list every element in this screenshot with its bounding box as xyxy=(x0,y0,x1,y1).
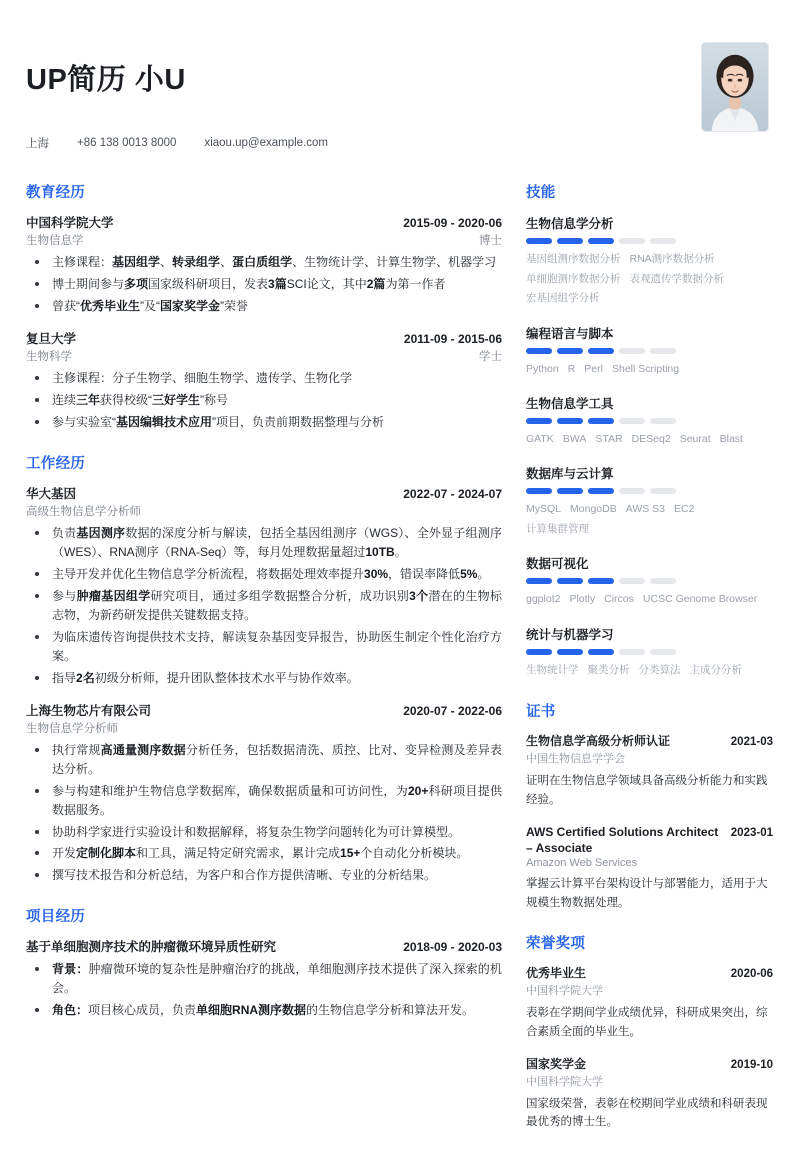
certificate-issuer: Amazon Web Services xyxy=(526,856,638,869)
skill-tag: 基因组测序数据分析 xyxy=(526,253,621,266)
education-school: 中国科学院大学 xyxy=(26,216,114,231)
skill-tag: UCSC Genome Browser xyxy=(642,593,758,606)
education-entry-sub xyxy=(26,232,502,248)
award-description: 国家级荣誉，表彰在校期间学业成绩和科研表现最优秀的博士生。 xyxy=(526,1097,768,1129)
education-entry-sub xyxy=(26,348,502,364)
certificate-head xyxy=(526,824,773,856)
certificate-date: 2023-01 xyxy=(730,826,773,839)
work-entry-head xyxy=(26,484,502,502)
skill-bar-filled xyxy=(588,578,614,584)
education-school: 复旦大学 xyxy=(26,332,77,347)
certificate-entry xyxy=(526,824,773,913)
certificate-entry xyxy=(526,733,773,809)
skill-group xyxy=(526,625,773,680)
skill-tag: 计算集群管理 xyxy=(526,522,589,535)
skill-tag: EC2 xyxy=(674,503,695,516)
list-item: 主导开发并优化生物信息学分析流程，将数据处理效率提升30%，错误率降低5%。 xyxy=(26,565,502,584)
skill-tag: RNA测序数据分析 xyxy=(629,253,715,266)
skill-bar-empty xyxy=(650,488,676,494)
contact-row xyxy=(26,135,701,151)
work-entry-head xyxy=(26,701,502,719)
skill-group xyxy=(526,394,773,449)
award-name: 优秀毕业生 xyxy=(526,966,587,981)
avatar xyxy=(701,42,769,132)
header-text-block xyxy=(26,40,701,151)
list-item: 背景：肿瘤微环境的复杂性是肿瘤治疗的挑战，单细胞测序技术提供了深入探索的机会。 xyxy=(26,960,502,998)
contact-email: xiaou.up@example.com xyxy=(204,137,328,150)
resume-header xyxy=(26,28,773,151)
list-item: 曾获“优秀毕业生”及“国家奖学金”荣誉 xyxy=(26,297,502,316)
skill-bar-empty xyxy=(619,578,645,584)
list-item: 博士期间参与多项国家级科研项目，发表3篇SCI论文，其中2篇为第一作者 xyxy=(26,275,502,294)
award-description: 表彰在学期间学业成绩优异，科研成果突出，综合素质全面的毕业生。 xyxy=(526,1007,768,1039)
skill-bar-filled xyxy=(557,578,583,584)
award-entry xyxy=(526,1056,773,1132)
work-bullets xyxy=(26,524,502,688)
skill-level-meter xyxy=(526,348,773,354)
skill-tag: R xyxy=(567,362,576,375)
section-title-skills: 技能 xyxy=(526,185,556,202)
skill-tag: 生物统计学 xyxy=(526,663,579,676)
skill-tag: Seurat xyxy=(679,433,711,446)
contact-phone: +86 138 0013 8000 xyxy=(77,137,177,150)
section-certificates xyxy=(526,700,773,912)
skill-bar-filled xyxy=(526,418,552,424)
skill-tag: BWA xyxy=(562,433,587,446)
work-entry xyxy=(26,701,502,886)
skill-bar-filled xyxy=(588,649,614,655)
list-item: 参与构建和维护生物信息学数据库，确保数据质量和可访问性，为20+科研项目提供数据服务。 xyxy=(26,782,502,820)
section-title-awards: 荣誉奖项 xyxy=(526,936,586,953)
skill-tag: AWS S3 xyxy=(625,503,666,516)
work-entry-sub xyxy=(26,503,502,519)
skill-bar-empty xyxy=(619,418,645,424)
skill-bar-filled xyxy=(526,649,552,655)
skill-level-meter xyxy=(526,578,773,584)
work-bullets xyxy=(26,741,502,886)
list-item: 负责基因测序数据的深度分析与解读，包括全基因组测序（WGS）、全外显子组测序（WES）、RNA测序（RNA-Seq）等，每月处理数据量超过10TB。 xyxy=(26,524,502,562)
skill-bar-filled xyxy=(588,238,614,244)
certificate-issuer: 中国生物信息学学会 xyxy=(526,753,625,766)
list-item: 为临床遗传咨询提供技术支持，解读复杂基因变异报告，协助医生制定个性化治疗方案。 xyxy=(26,628,502,666)
skill-bar-empty xyxy=(619,649,645,655)
work-date: 2020-07 - 2022-06 xyxy=(403,703,502,718)
skill-level-meter xyxy=(526,418,773,424)
work-role: 高级生物信息学分析师 xyxy=(26,506,141,519)
skill-tag: Perl xyxy=(584,362,603,375)
section-awards xyxy=(526,932,773,1132)
skill-group-name: 数据库与云计算 xyxy=(526,467,614,482)
skill-group-name: 数据可视化 xyxy=(526,557,589,572)
skill-group xyxy=(526,554,773,609)
skill-tag-list xyxy=(526,430,773,449)
skill-group-name: 生物信息学工具 xyxy=(526,397,614,412)
education-entry xyxy=(26,329,502,432)
skill-bar-filled xyxy=(526,488,552,494)
skill-tag: ggplot2 xyxy=(526,593,561,606)
skill-tag: MySQL xyxy=(526,503,562,516)
award-date: 2020-06 xyxy=(730,968,773,981)
skill-bar-filled xyxy=(526,348,552,354)
skill-tag-list xyxy=(526,661,773,680)
skill-level-meter xyxy=(526,488,773,494)
list-item: 参与实验室“基因编辑技术应用”项目，负责前期数据整理与分析 xyxy=(26,413,502,432)
skill-bar-empty xyxy=(650,578,676,584)
education-degree: 学士 xyxy=(479,351,502,364)
project-entry-head xyxy=(26,937,502,955)
project-name: 基于单细胞测序技术的肿瘤微环境异质性研究 xyxy=(26,940,277,955)
award-issuer: 中国科学院大学 xyxy=(526,1075,603,1088)
education-bullets xyxy=(26,369,502,432)
list-item: 连续三年获得校级“三好学生”称号 xyxy=(26,391,502,410)
skill-tag: 表观遗传学数据分析 xyxy=(629,272,724,285)
list-item: 协助科学家进行实验设计和数据解释，将复杂生物学问题转化为可计算模型。 xyxy=(26,823,502,842)
work-role: 生物信息学分析师 xyxy=(26,722,118,735)
skill-tag: 单细胞测序数据分析 xyxy=(526,272,621,285)
section-title-certificates: 证书 xyxy=(526,704,556,721)
skill-group xyxy=(526,214,773,308)
education-entry-head xyxy=(26,329,502,347)
skill-group-name: 编程语言与脚本 xyxy=(526,326,614,341)
skill-tag: Circos xyxy=(604,593,634,606)
work-company: 华大基因 xyxy=(26,487,77,502)
skill-bar-filled xyxy=(557,238,583,244)
skill-bar-filled xyxy=(588,418,614,424)
education-entry-head xyxy=(26,213,502,231)
list-item: 主修课程：基因组学、转录组学、蛋白质组学、生物统计学、计算生物学、机器学习 xyxy=(26,253,502,272)
project-entry xyxy=(26,937,502,1020)
skill-level-meter xyxy=(526,238,773,244)
skill-tag: MongoDB xyxy=(570,503,617,516)
list-item: 开发定制化脚本和工具，满足特定研究需求，累计完成15+个自动化分析模块。 xyxy=(26,844,502,863)
portrait-photo-icon xyxy=(702,43,768,131)
skill-tag: 宏基因组学分析 xyxy=(526,292,600,305)
skill-tag: 聚类分析 xyxy=(587,663,630,676)
contact-location: 上海 xyxy=(26,138,49,151)
skill-tag: STAR xyxy=(595,433,623,446)
section-title-projects: 项目经历 xyxy=(26,909,86,926)
skill-tag: GATK xyxy=(526,433,554,446)
skill-tag: Python xyxy=(526,362,559,375)
section-projects xyxy=(26,905,502,1020)
section-title-education: 教育经历 xyxy=(26,185,86,202)
work-date: 2022-07 - 2024-07 xyxy=(403,487,502,502)
main-column xyxy=(26,181,520,1040)
work-entry xyxy=(26,484,502,688)
skill-group xyxy=(526,324,773,379)
skill-bar-filled xyxy=(526,578,552,584)
section-skills xyxy=(526,181,773,680)
certificate-description: 证明在生物信息学领域具备高级分析能力和实践经验。 xyxy=(526,775,768,806)
work-company: 上海生物芯片有限公司 xyxy=(26,703,152,718)
award-issuer: 中国科学院大学 xyxy=(526,985,603,998)
skill-group-name: 生物信息学分析 xyxy=(526,217,614,232)
education-date: 2015-09 - 2020-06 xyxy=(403,216,502,231)
skill-bar-filled xyxy=(588,348,614,354)
education-bullets xyxy=(26,253,502,316)
work-entry-sub xyxy=(26,720,502,736)
skill-tag: 分类算法 xyxy=(638,663,681,676)
skill-bar-empty xyxy=(650,238,676,244)
education-date: 2011-09 - 2015-06 xyxy=(403,332,502,347)
skill-bar-filled xyxy=(526,238,552,244)
skill-bar-filled xyxy=(557,649,583,655)
award-entry xyxy=(526,965,773,1041)
skill-tag: Shell Scripting xyxy=(611,362,680,375)
skill-tag-list xyxy=(526,590,773,609)
skill-bar-empty xyxy=(619,488,645,494)
resume-columns xyxy=(26,181,773,1152)
education-major: 生物信息学 xyxy=(26,235,84,248)
certificate-head xyxy=(526,733,773,749)
award-name: 国家奖学金 xyxy=(526,1056,587,1071)
award-date: 2019-10 xyxy=(730,1058,773,1071)
skill-tag: Blast xyxy=(719,433,743,446)
skill-bar-empty xyxy=(650,649,676,655)
section-work xyxy=(26,452,502,885)
skill-bar-filled xyxy=(557,418,583,424)
skill-level-meter xyxy=(526,649,773,655)
project-bullets xyxy=(26,960,502,1020)
list-item: 主修课程：分子生物学、细胞生物学、遗传学、生物化学 xyxy=(26,369,502,388)
skill-bar-filled xyxy=(588,488,614,494)
side-column xyxy=(520,181,773,1152)
skill-bar-empty xyxy=(650,348,676,354)
skill-bar-empty xyxy=(650,418,676,424)
project-date: 2018-09 - 2020-03 xyxy=(403,940,502,955)
list-item: 执行常规高通量测序数据分析任务，包括数据清洗、质控、比对、变异检测及差异表达分析。 xyxy=(26,741,502,779)
skill-bar-empty xyxy=(619,238,645,244)
skill-group-name: 统计与机器学习 xyxy=(526,627,614,642)
skill-tag: 主成分分析 xyxy=(689,663,742,676)
page-title: UP简历 小U xyxy=(26,64,186,96)
education-degree: 博士 xyxy=(479,235,502,248)
list-item: 角色：项目核心成员，负责单细胞RNA测序数据的生物信息学分析和算法开发。 xyxy=(26,1001,502,1020)
skill-tag: DESeq2 xyxy=(631,433,671,446)
skills-list xyxy=(526,214,773,680)
skill-tag-list xyxy=(526,250,773,308)
education-major: 生物科学 xyxy=(26,351,72,364)
skill-bar-filled xyxy=(557,348,583,354)
skill-tag: Plotly xyxy=(569,593,596,606)
certificate-description: 掌握云计算平台架构设计与部署能力，适用于大规模生物数据处理。 xyxy=(526,877,768,909)
award-head xyxy=(526,965,773,981)
list-item: 撰写技术报告和分析总结，为客户和合作方提供清晰、专业的分析结果。 xyxy=(26,866,502,885)
skill-tag-list xyxy=(526,360,773,379)
section-title-work: 工作经历 xyxy=(26,456,86,473)
education-entry xyxy=(26,213,502,316)
skill-tag-list xyxy=(526,500,773,539)
list-item: 参与肿瘤基因组学研究项目，通过多组学数据整合分析，成功识别3个潜在的生物标志物，为新药研发提供关键数据支持。 xyxy=(26,587,502,625)
skill-group xyxy=(526,464,773,539)
list-item: 指导2名初级分析师，提升团队整体技术水平与协作效率。 xyxy=(26,669,502,688)
certificate-name: AWS Certified Solutions Architect – Associate xyxy=(526,824,719,855)
award-head xyxy=(526,1056,773,1072)
certificate-name: 生物信息学高级分析师认证 xyxy=(526,734,671,749)
skill-bar-empty xyxy=(619,348,645,354)
certificate-date: 2021-03 xyxy=(730,736,773,749)
skill-bar-filled xyxy=(557,488,583,494)
section-education xyxy=(26,181,502,432)
